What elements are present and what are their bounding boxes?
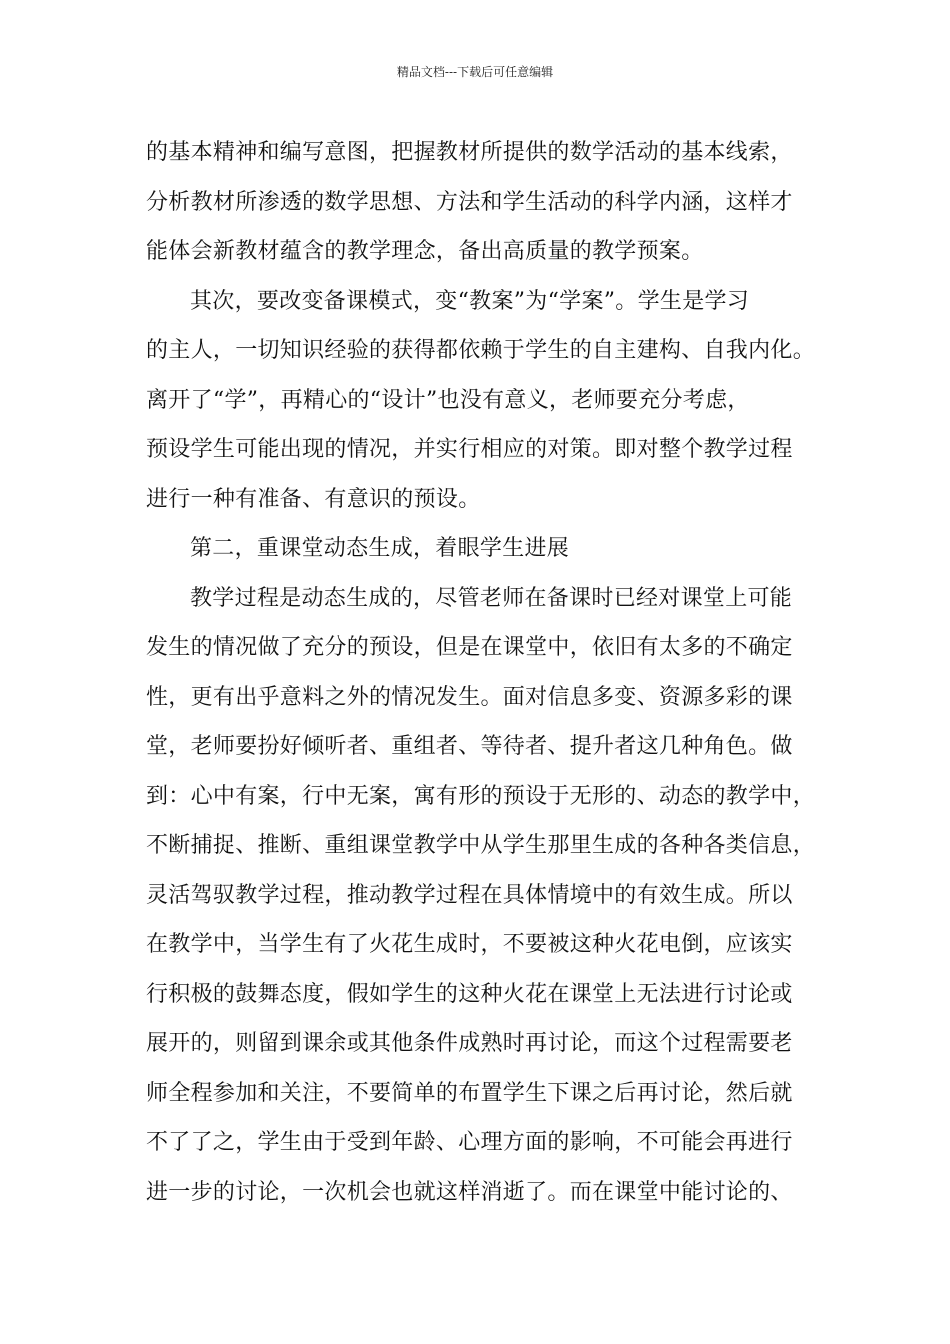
text-line: 预设学生可能出现的情况，并实行相应的对策。即对整个教学过程 [146,437,793,462]
text-line: 的基本精神和编写意图，把握教材所提供的数学活动的基本线索， [146,140,793,165]
text-line: 性，更有出乎意料之外的情况发生。面对信息多变、资源多彩的课 [146,684,793,710]
text-line: 进一步的讨论，一次机会也就这样消逝了。而在课堂中能讨论的、 [146,1179,793,1205]
text-line: 离开了“学”，再精心的“设计”也没有意义，老师要充分考虑， [146,387,750,413]
text-line: 不断捕捉、推断、重组课堂教学中从学生那里生成的各种各类信息， [146,833,816,858]
text-line: 灵活驾驭教学过程，推动教学过程在具体情境中的有效生成。所以 [146,882,793,908]
body-text [146,128,816,1217]
section-heading: 第二，重课堂动态生成，着眼学生进展 [190,536,570,561]
text-line: 到：心中有案，行中无案，寓有形的预设于无形的、动态的教学中， [146,783,816,809]
page-header: 精品文档---下载后可任意编辑 [396,65,554,79]
text-line: 行积极的鼓舞态度，假如学生的这种火花在课堂上无法进行讨论或 [146,981,793,1007]
text-line: 教学过程是动态生成的，尽管老师在备课时已经对课堂上可能 [190,585,793,611]
text-line: 在教学中，当学生有了火花生成时，不要被这种火花电倒，应该实 [146,932,793,957]
text-line: 的主人，一切知识经验的获得都依赖于学生的自主建构、自我内化。 [146,338,816,363]
text-line: 展开的，则留到课余或其他条件成熟时再讨论，而这个过程需要老 [146,1031,793,1056]
text-line: 堂，老师要扮好倾听者、重组者、等待者、提升者这几种角色。做 [146,734,793,759]
text-line: 不了了之，学生由于受到年龄、心理方面的影响，不可能会再进行 [146,1130,793,1155]
text-line: 发生的情况做了充分的预设，但是在课堂中，依旧有太多的不确定 [146,635,793,660]
text-line: 师全程参加和关注，不要简单的布置学生下课之后再讨论，然后就 [146,1080,793,1106]
text-line: 分析教材所渗透的数学思想、方法和学生活动的科学内涵，这样才 [146,189,793,215]
text-line: 能体会新教材蕴含的教学理念，备出高质量的教学预案。 [146,239,704,264]
text-line: 进行一种有准备、有意识的预设。 [146,486,481,512]
text-line: 其次，要改变备课模式，变“教案”为“学案”。学生是学习 [190,288,750,314]
